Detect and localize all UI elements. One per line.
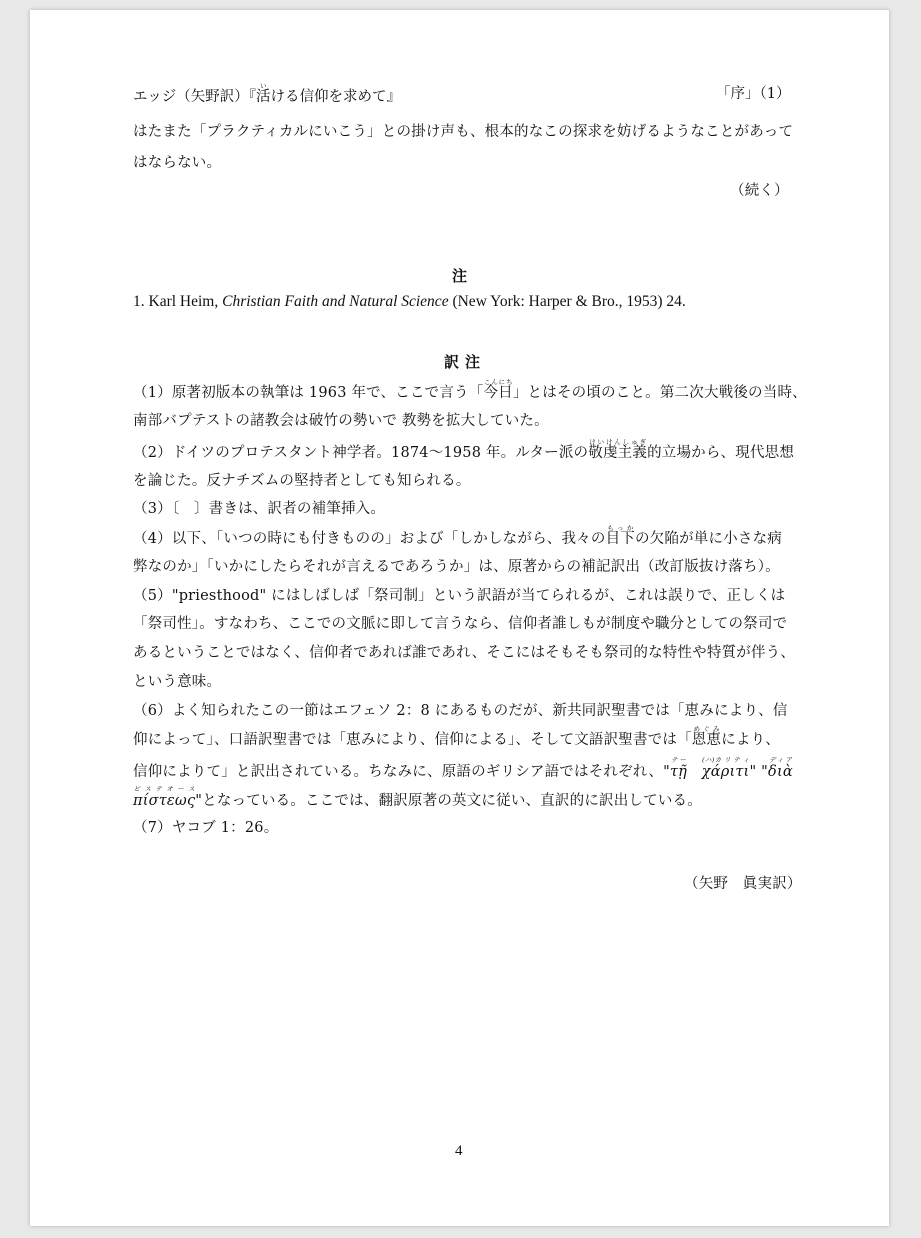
tnote-1-line-1: （1）原著初版本の執筆は 1963 年で、ここで言う「今日こんにち」とはその頃のこと。第二次大戦後の当時、 [133, 378, 807, 401]
intro-line-2: はならない。 [133, 155, 222, 171]
notes-title: 注 [452, 267, 474, 285]
tnote-6-line-3: 信仰によりて」と訳出されている。ちなみに、原語のギリシア語ではそれぞれ、"τῇテー χάριτι(ハ)カ リ テ ィ" "διὰディア [133, 756, 793, 780]
tnote-2-line-1: （2）ドイツのプロテスタント神学者。1874〜1958 年。ルター派の敬虔主義けいけんしゅぎ的立場から、現代思想 [133, 438, 795, 461]
tnote-2-line-2: を論じた。反ナチズムの堅持者としても知られる。 [133, 473, 471, 489]
translator-notes-title: 訳注 [444, 353, 487, 371]
intro-line-1: はたまた「プラクティカルにいこう」との掛け声も、根本的なこの探求を妨げるようなことがあって [133, 124, 794, 140]
tnote-5-line-1: （5）"priesthood" にはしばしば「祭司制」という訳語が当てられるが、これは誤りで、正しくは [133, 588, 786, 604]
tnote-6-line-1: （6）よく知られたこの一節はエフェソ 2：8 にあるものだが、新共同訳聖書では「恵みにより、信 [133, 703, 788, 719]
note-1: 1. Karl Heim, Christian Faith and Natural Science (New York: Harper & Bro., 1953) 24. [133, 293, 686, 310]
tnote-3-line-1: （3）〔 〕書きは、訳者の補筆挿入。 [133, 501, 386, 517]
tnote-6-line-4: πίστεωςピ ス テ オ ー ス"となっている。ここでは、翻訳原著の英文に従い、直訳的に訳出している。 [133, 785, 702, 809]
tnote-5-line-3: あるということではなく、信仰者であれば誰であれ、そこにはそもそも祭司的な特性や特質が伴う、 [133, 645, 796, 661]
tnote-4-line-2: 弊なのか」「いかにしたらそれが言えるであろうか」は、原著からの補記訳出（改訂版抜け落ち）。 [133, 559, 780, 575]
tnote-1-line-2: 南部バプテストの諸教会は破竹の勢いで 教勢を拡大していた。 [133, 413, 549, 429]
translator-signature: （矢野 眞実訳） [684, 876, 802, 892]
continued-mark: （続く） [730, 183, 789, 199]
tnote-5-line-4: という意味。 [133, 674, 222, 690]
tnote-6-line-2: 仰によって」、口語訳聖書では「恵みにより、信仰による」、そして文語訳聖書では「恩恵めぐみにより、 [133, 725, 781, 748]
running-header-left: エッジ（矢野訳）『活いける信仰を求めて』 [133, 82, 401, 105]
page-number: 4 [455, 1143, 463, 1159]
running-header-right: 「序」（1） [716, 86, 791, 102]
tnote-5-line-2: 「祭司性」。すなわち、ここでの文脈に即して言うなら、信仰者誰しもが制度や職分としての祭司で [133, 616, 788, 632]
tnote-4-line-1: （4）以下、「いつの時にも付きものの」および「しかしながら、我々の目下もっかの欠陥が単に小さな病 [133, 524, 782, 547]
tnote-7-line-1: （7）ヤコブ 1：26。 [133, 820, 279, 836]
document-page [30, 10, 889, 1226]
